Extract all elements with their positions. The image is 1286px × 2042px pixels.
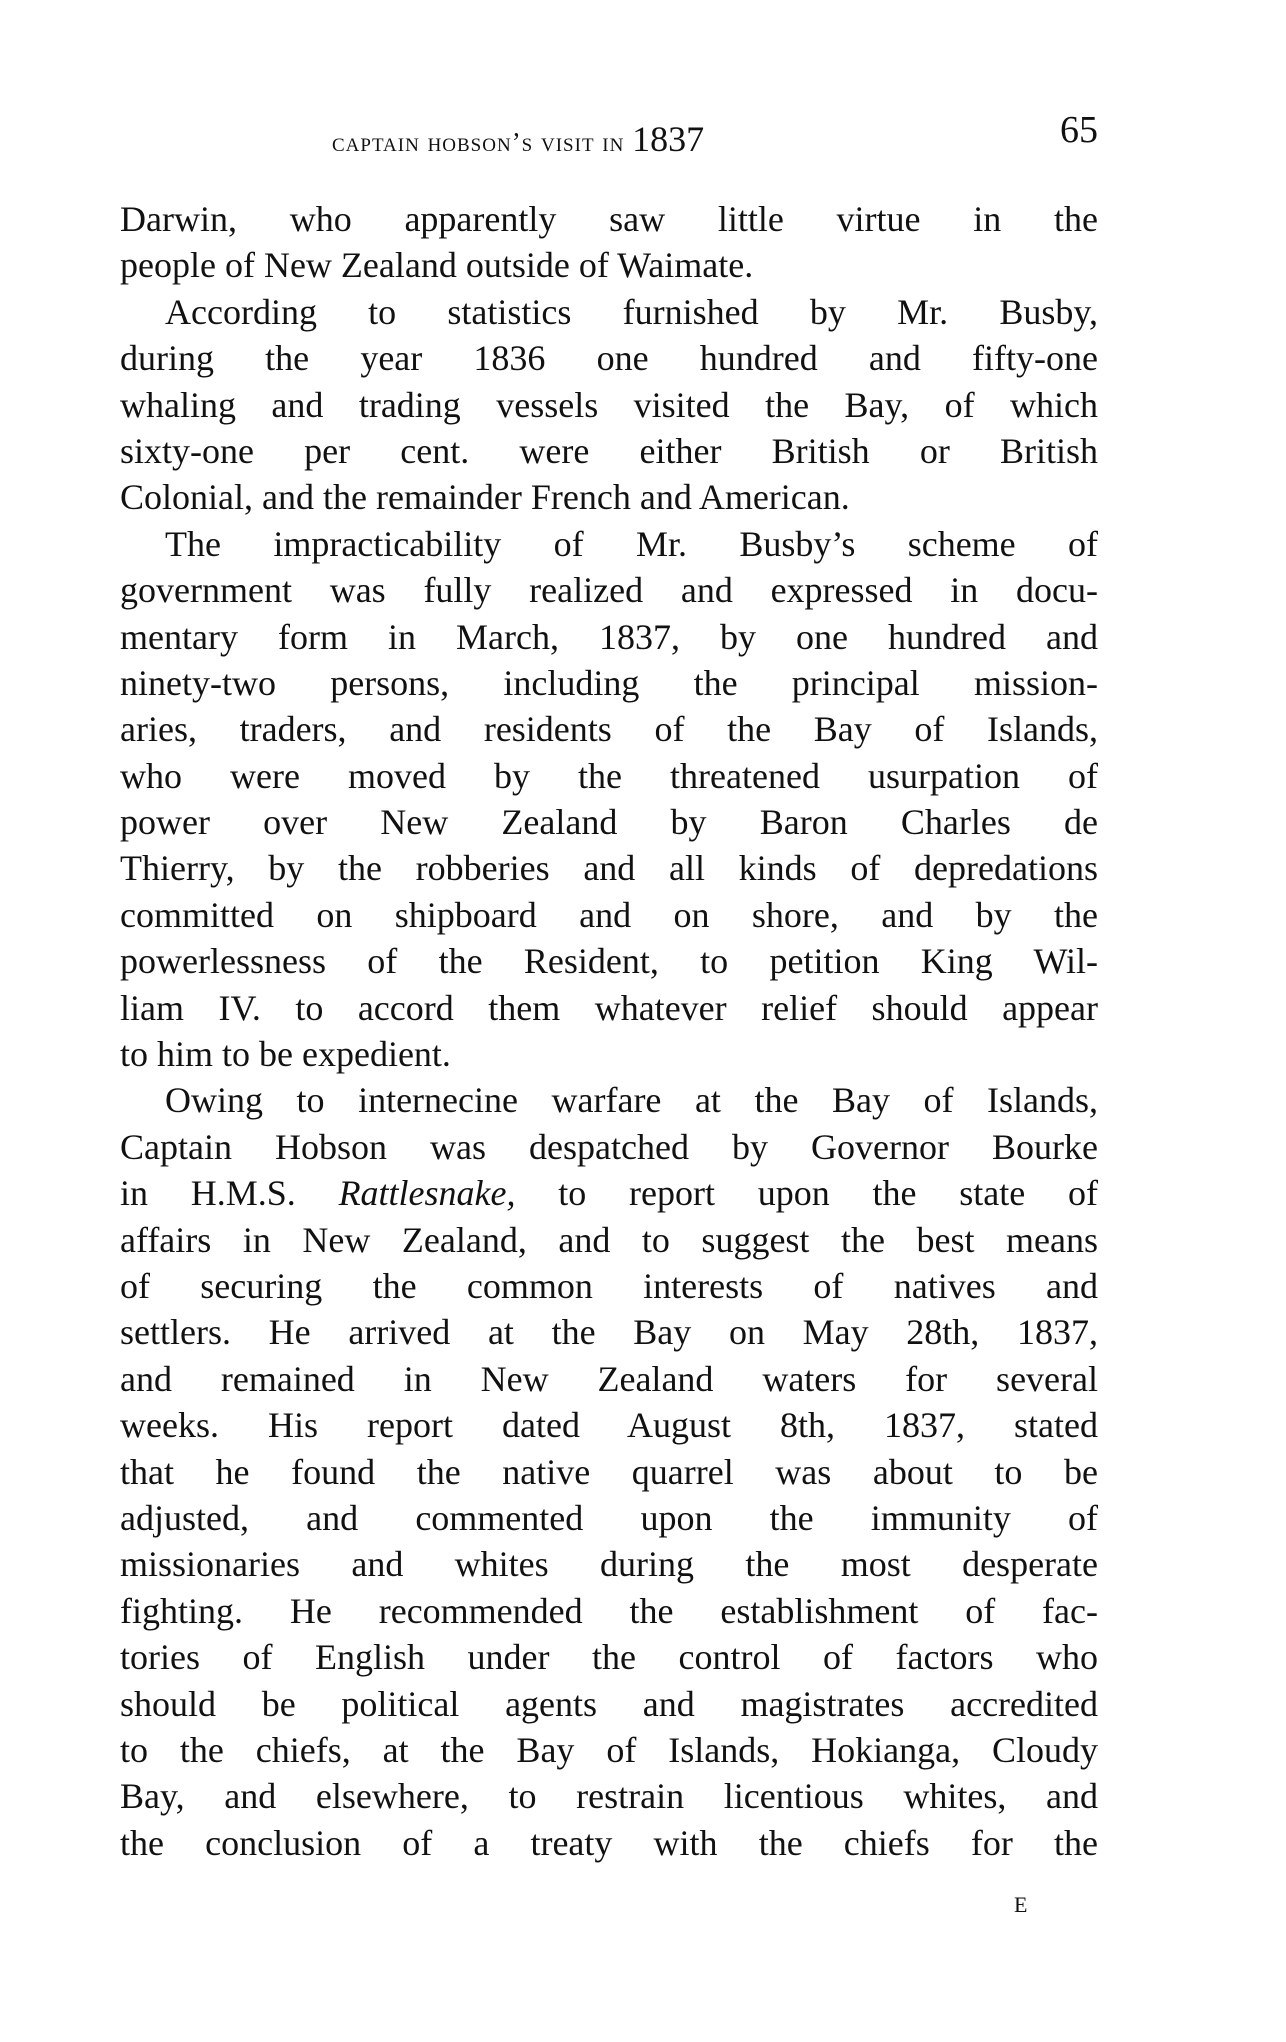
text-line: ninety-two persons, including the principal mission-: [120, 662, 1098, 703]
text-line: Captain Hobson was despatched by Governor Bourke: [120, 1126, 1098, 1167]
text-line: and remained in New Zealand waters for several: [120, 1358, 1098, 1399]
text-line: of securing the common interests of natives and: [120, 1265, 1098, 1306]
text-line: who were moved by the threatened usurpation of: [120, 755, 1098, 796]
text-line: people of New Zealand outside of Waimate.: [120, 245, 754, 286]
text-line: liam IV. to accord them whatever relief should appear: [120, 987, 1098, 1028]
text-line: affairs in New Zealand, and to suggest the best means: [120, 1219, 1098, 1260]
text-line: sixty-one per cent. were either British or British: [120, 430, 1098, 471]
running-head: [120, 108, 1098, 158]
text-line: According to statistics furnished by Mr. Busby,: [165, 291, 1098, 332]
text-line: mentary form in March, 1837, by one hundred and: [120, 616, 1098, 657]
text-line: Colonial, and the remainder French and American.: [120, 477, 850, 518]
ship-name: Rattlesnake,: [338, 1173, 516, 1214]
body-text: [120, 196, 1098, 1866]
text-line: government was fully realized and expressed in docu-: [120, 570, 1098, 611]
text-line: missionaries and whites during the most desperate: [120, 1544, 1098, 1585]
text-line: Owing to internecine warfare at the Bay of Islands,: [165, 1080, 1098, 1121]
text-line: The impracticability of Mr. Busby’s scheme of: [165, 523, 1098, 564]
text-line: should be political agents and magistrates accredited: [120, 1683, 1098, 1724]
text-line: to him to be expedient.: [120, 1034, 451, 1075]
text-line: during the year 1836 one hundred and fifty-one: [120, 338, 1098, 379]
text-line: adjusted, and commented upon the immunity of: [120, 1497, 1098, 1538]
text-line: whaling and trading vessels visited the Bay, of which: [120, 384, 1098, 425]
text-line: settlers. He arrived at the Bay on May 28th, 1837,: [120, 1312, 1098, 1353]
text-line: that he found the native quarrel was about to be: [120, 1451, 1098, 1492]
running-title-text: captain hobson’s visit in: [332, 127, 625, 157]
text-line: committed on shipboard and on shore, and by the: [120, 894, 1098, 935]
running-title-year: 1837: [632, 119, 705, 159]
text-line: Darwin, who apparently saw little virtue in the: [120, 199, 1098, 239]
text-line: tories of English under the control of factors who: [120, 1637, 1098, 1678]
text-line: aries, traders, and residents of the Bay of Islands,: [120, 709, 1098, 750]
text-line: powerlessness of the Resident, to petition King Wil-: [120, 941, 1098, 982]
text-line: Thierry, by the robberies and all kinds of depredations: [120, 848, 1098, 889]
text-line: weeks. His report dated August 8th, 1837, stated: [120, 1405, 1098, 1446]
running-title: [332, 118, 704, 160]
text-line: the conclusion of a treaty with the chiefs for the: [120, 1822, 1098, 1863]
text-line: fighting. He recommended the establishment of fac-: [120, 1590, 1098, 1631]
signature-mark: E: [1014, 1892, 1028, 1917]
page-number: 65: [1060, 109, 1098, 151]
text-line: in H.M.S. Rattlesnake, to report upon the state of: [120, 1173, 1098, 1214]
text-line: to the chiefs, at the Bay of Islands, Hokianga, Cloudy: [120, 1729, 1098, 1770]
text-line: Bay, and elsewhere, to restrain licentious whites, and: [120, 1776, 1098, 1817]
text-line: power over New Zealand by Baron Charles de: [120, 802, 1098, 843]
